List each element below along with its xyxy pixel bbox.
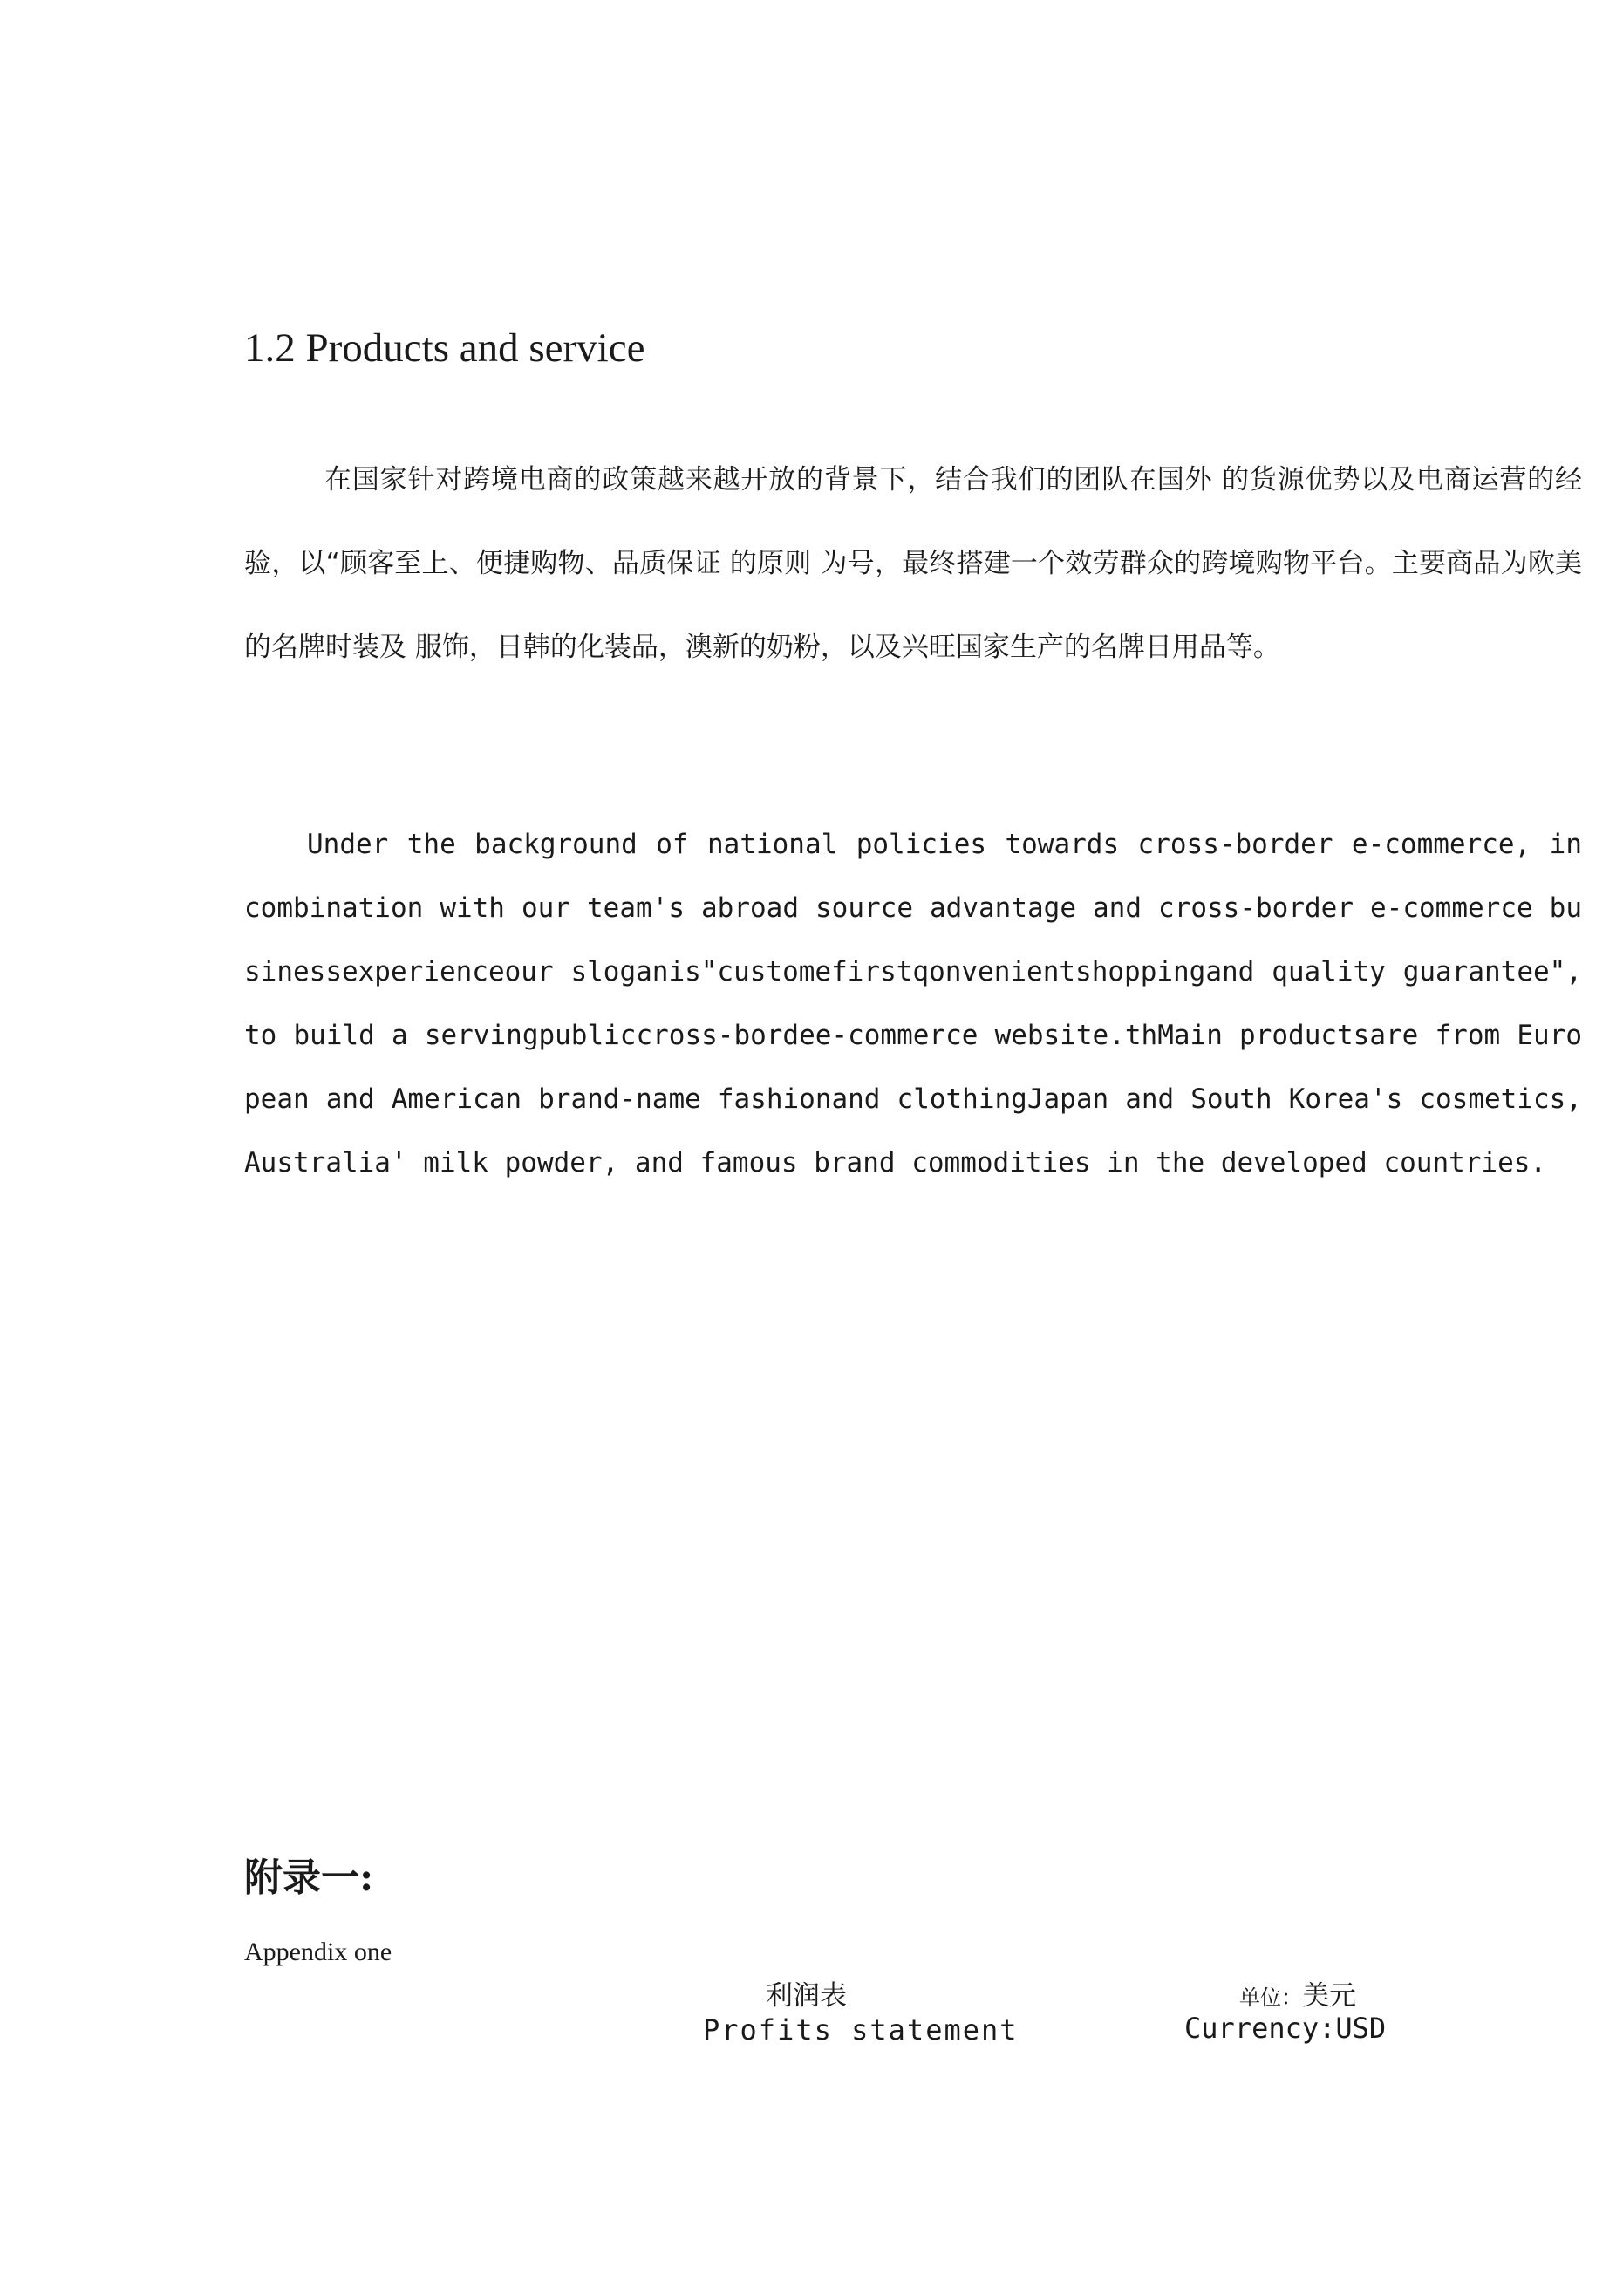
- unit-label: 单位：: [1239, 1985, 1302, 2010]
- appendix-subtitle: Appendix one: [244, 1937, 392, 1966]
- table-title-english: Profits statement: [703, 2013, 1019, 2047]
- unit-value: 美元: [1302, 1980, 1356, 2012]
- chinese-paragraph: 在国家针对跨境电商的政策越来越开放的背景下，结合我们的团队在国外 的货源优势以及电商运营的经验，以“顾客至上、便捷购物、品质保证 的原则 为号，最终搭建一个效劳群众的跨境购物平台。主要商品为欧美的名牌时装及 服饰，日韩的化装品，澳新的奶粉，以及兴旺国家生产的名牌日用品等。: [244, 464, 1582, 663]
- english-paragraph: Under the background of national policies towards cross-border e-commerce, in combination with our team's abroad source advantage and cross-border e-commerce businessexperienceour sloganis"customefirstqonvenientshoppingand quality guarantee", to build a servingpubliccross-bordee-commerce website.thMain productsare from European and American brand-name fashionand clothingJapan and South Korea's cosmetics, Australia' milk powder, and famous brand commodities in the developed countries.: [244, 829, 1582, 1179]
- unit-chinese: [1239, 1973, 1356, 2012]
- currency-english: Currency:USD: [1184, 2012, 1387, 2045]
- appendix-title: 附录一:: [244, 1855, 374, 1900]
- section-heading: 1.2 Products and service: [244, 325, 645, 371]
- table-title-chinese: 利润表: [766, 1980, 847, 2012]
